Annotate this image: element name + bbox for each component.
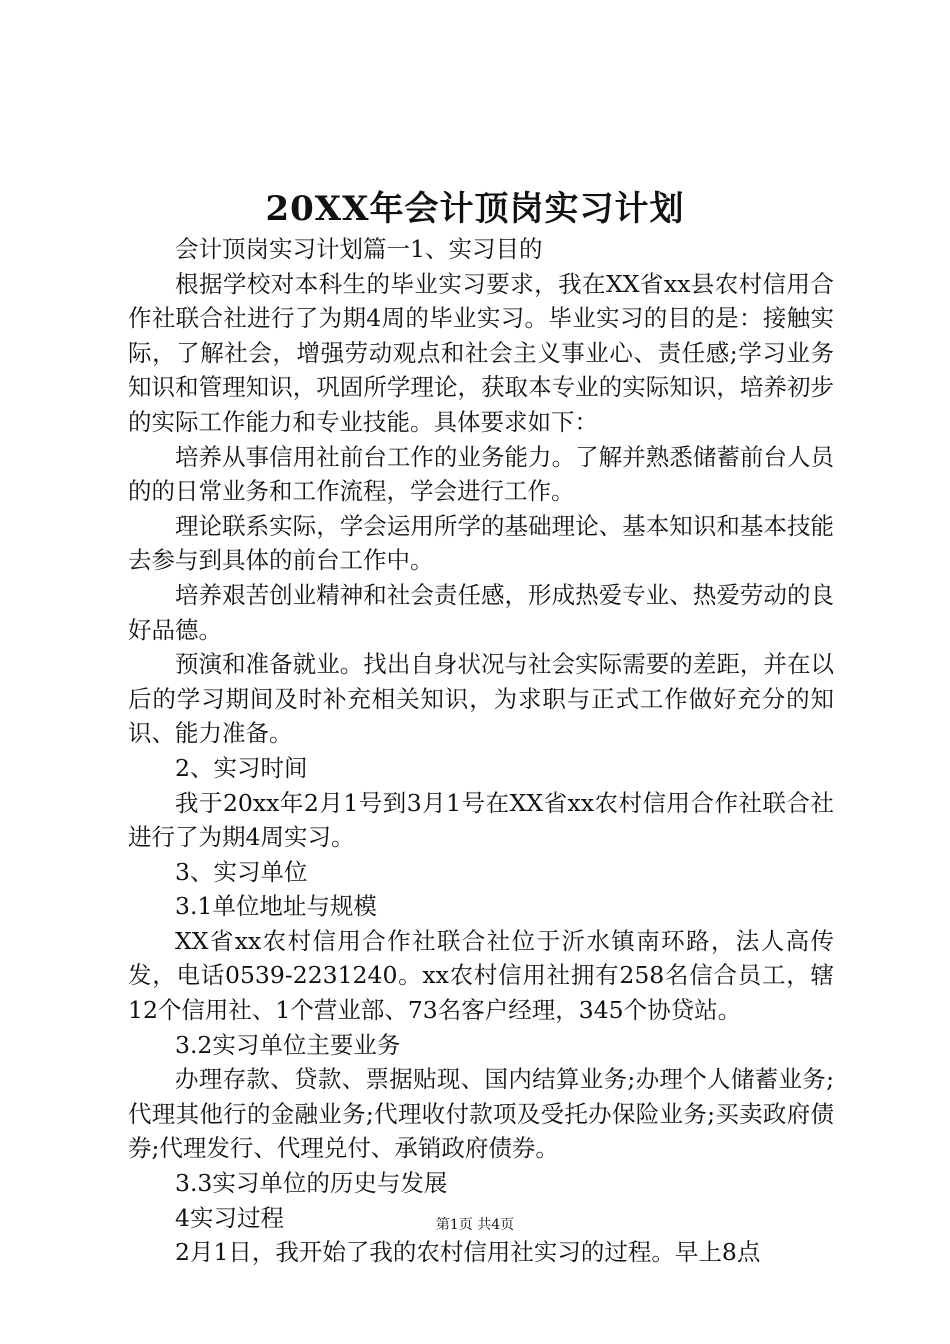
paragraph: 预演和准备就业。找出自身状况与社会实际需要的差距，并在以后的学习期间及时补充相关知识，为求职与正式工作做好充分的知识、能力准备。 xyxy=(128,650,834,748)
page-footer: 第1页 共4页 xyxy=(435,1217,515,1233)
paragraph: 培养从事信用社前台工作的业务能力。了解并熟悉储蓄前台人员的的日常业务和工作流程，学会进行工作。 xyxy=(128,442,834,506)
paragraph: XX省xx农村信用合作社联合社位于沂水镇南环路，法人高传发，电话0539-2231240。xx农村信用社拥有258名信合员工，辖12个信用社、1个营业部、73名客户经理，345个协贷站。 xyxy=(128,926,834,1025)
paragraph: 我于20xx年2月1号到3月1号在XX省xx农村信用合作社联合社进行了为期4周实习。 xyxy=(128,788,834,852)
section-heading: 3、实习单位 xyxy=(175,857,308,886)
subsection-heading: 3.1单位地址与规模 xyxy=(175,892,377,921)
paragraph: 培养艰苦创业精神和社会责任感，形成热爱专业、热爱劳动的良好品德。 xyxy=(128,580,834,644)
section-heading: 4实习过程 xyxy=(175,1203,284,1232)
paragraph: 根据学校对本科生的毕业实习要求，我在XX省xx县农村信用合作社联合社进行了为期4周的毕业实习。毕业实习的目的是：接触实际，了解社会，增强劳动观点和社会主义事业心、责任感;学习业务知识和管理知识，巩固所学理论，获取本专业的实际知识，培养初步的实际工作能力和专业技能。具体要求如下： xyxy=(128,269,834,436)
section-heading: 2、实习时间 xyxy=(175,753,308,782)
paragraph: 2月1日，我开始了我的农村信用社实习的过程。早上8点 xyxy=(175,1238,761,1267)
paragraph: 理论联系实际，学会运用所学的基础理论、基本知识和基本技能去参与到具体的前台工作中。 xyxy=(128,511,834,575)
paragraph: 会计顶岗实习计划篇一1、实习目的 xyxy=(175,235,543,263)
document-body xyxy=(128,232,834,1270)
paragraph: 办理存款、贷款、票据贴现、国内结算业务;办理个人储蓄业务;代理其他行的金融业务;代理收付款项及受托办保险业务;买卖政府债券;代理发行、代理兑付、承销政府债券。 xyxy=(128,1065,834,1163)
subsection-heading: 3.3实习单位的历史与发展 xyxy=(175,1169,448,1198)
document-title: 20XX年会计顶岗实习计划 xyxy=(265,189,685,229)
subsection-heading: 3.2实习单位主要业务 xyxy=(175,1030,401,1059)
